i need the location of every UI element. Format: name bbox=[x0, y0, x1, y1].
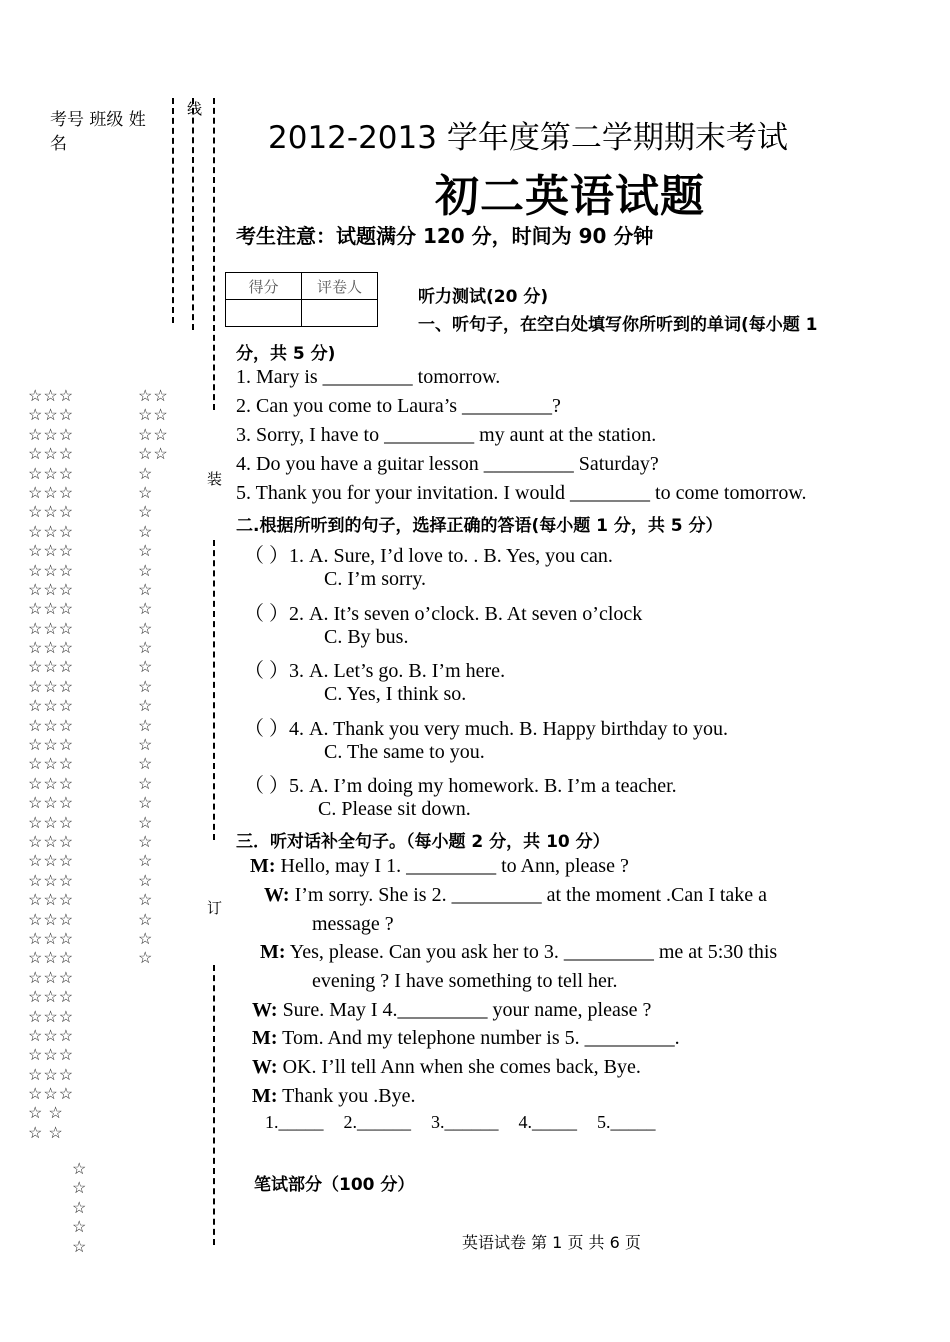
part2-option-c: C. The same to you. bbox=[324, 741, 485, 763]
star-row: ☆☆☆ bbox=[28, 989, 75, 1007]
answer-blanks-row bbox=[265, 1112, 656, 1133]
star-row: ☆☆☆ bbox=[28, 1047, 75, 1065]
star-row: ☆☆☆ bbox=[28, 1086, 75, 1104]
listening-heading: 听力测试(20 分) bbox=[418, 287, 549, 307]
star-row: ☆ bbox=[138, 504, 154, 522]
part1-item: 1. Mary is _________ tomorrow. bbox=[236, 366, 501, 388]
star-row: ☆ bbox=[138, 484, 154, 502]
part1-item: 5. Thank you for your invitation. I would ________ to come tomorrow. bbox=[236, 482, 807, 504]
exam-title: 2012-2013 学年度第二学期期末考试 bbox=[268, 120, 788, 156]
part2-option-c: C. Yes, I think so. bbox=[324, 683, 467, 705]
margin-label-order: 订 bbox=[207, 899, 223, 917]
exam-subtitle: 初二英语试题 bbox=[435, 171, 705, 222]
written-heading: 笔试部分（100 分） bbox=[254, 1175, 415, 1195]
star-row: ☆ bbox=[72, 1219, 88, 1237]
cut-line-right-bottom bbox=[213, 965, 215, 1245]
cut-line-left bbox=[172, 98, 174, 323]
grader-cell[interactable] bbox=[302, 300, 378, 327]
part2-question: （ ）4. A. Thank you very much. B. Happy birthday to you. bbox=[244, 718, 729, 740]
star-row: ☆ bbox=[138, 601, 154, 619]
part2-question: （ ）3. A. Let’s go. B. I’m here. bbox=[244, 660, 506, 682]
star-row: ☆☆☆ bbox=[28, 504, 75, 522]
answer-blank[interactable]: 2.______ bbox=[343, 1112, 411, 1132]
star-row: ☆ ☆ bbox=[28, 1124, 64, 1142]
star-row: ☆ bbox=[138, 756, 154, 774]
star-row: ☆ bbox=[138, 930, 154, 948]
star-row: ☆☆☆ bbox=[28, 1066, 75, 1084]
grader-col-header: 评卷人 bbox=[302, 273, 378, 300]
dialogue-line: M: Tom. And my telephone number is 5. _________. bbox=[252, 1027, 680, 1049]
part2-question: （ ）1. A. Sure, I’d love to. . B. Yes, you can. bbox=[244, 545, 613, 567]
star-row: ☆☆☆ bbox=[28, 601, 75, 619]
star-row: ☆☆☆ bbox=[28, 562, 75, 580]
star-row: ☆☆☆ bbox=[28, 1027, 75, 1045]
star-row: ☆☆☆ bbox=[28, 833, 75, 851]
star-row: ☆☆☆ bbox=[28, 756, 75, 774]
star-row: ☆☆ bbox=[138, 426, 169, 444]
star-row: ☆☆☆ bbox=[28, 523, 75, 541]
star-row: ☆ bbox=[138, 717, 154, 735]
star-row: ☆☆☆ bbox=[28, 484, 75, 502]
star-row: ☆☆☆ bbox=[28, 950, 75, 968]
part2-option-c: C. By bus. bbox=[324, 626, 409, 648]
star-row: ☆ bbox=[138, 872, 154, 890]
star-row: ☆☆☆ bbox=[28, 1008, 75, 1026]
star-row: ☆ bbox=[138, 775, 154, 793]
part3-heading: 三．听对话补全句子。（每小题 2 分，共 10 分） bbox=[236, 832, 610, 852]
star-row: ☆ bbox=[138, 465, 154, 483]
score-table bbox=[225, 272, 378, 327]
part1-heading: 一、听句子，在空白处填写你所听到的单词(每小题 1 bbox=[418, 315, 818, 335]
star-row: ☆ bbox=[138, 737, 154, 755]
star-row: ☆☆☆ bbox=[28, 407, 75, 425]
dialogue-line: M: Hello, may I 1. _________ to Ann, please ? bbox=[250, 855, 629, 877]
star-row: ☆ bbox=[138, 640, 154, 658]
dialogue-line: W: OK. I’ll tell Ann when she comes back, Bye. bbox=[252, 1056, 641, 1078]
star-row: ☆ bbox=[138, 620, 154, 638]
answer-blank[interactable]: 4._____ bbox=[518, 1112, 577, 1132]
star-row: ☆☆☆ bbox=[28, 543, 75, 561]
part2-heading: 二.根据所听到的句子，选择正确的答语(每小题 1 分，共 5 分） bbox=[236, 516, 723, 536]
dialogue-line: M: Yes, please. Can you ask her to 3. _________ me at 5:30 this bbox=[260, 941, 778, 963]
star-row: ☆☆☆ bbox=[28, 737, 75, 755]
star-row: ☆☆☆ bbox=[28, 892, 75, 910]
dialogue-line: evening ? I have something to tell her. bbox=[312, 970, 618, 992]
star-row: ☆ bbox=[138, 543, 154, 561]
star-row: ☆☆☆ bbox=[28, 930, 75, 948]
star-row: ☆☆☆ bbox=[28, 795, 75, 813]
answer-blank[interactable]: 3.______ bbox=[431, 1112, 499, 1132]
star-row: ☆ bbox=[138, 911, 154, 929]
part2-question: （ ）2. A. It’s seven o’clock. B. At seven o’clock bbox=[244, 603, 643, 625]
part1-item: 3. Sorry, I have to _________ my aunt at the station. bbox=[236, 424, 657, 446]
part2-option-c: C. Please sit down. bbox=[318, 798, 471, 820]
exam-notice: 考生注意：试题满分 120 分，时间为 90 分钟 bbox=[236, 224, 654, 248]
decorative-stars-left bbox=[28, 387, 74, 1143]
star-row: ☆☆☆ bbox=[28, 717, 75, 735]
star-row: ☆☆☆ bbox=[28, 872, 75, 890]
star-row: ☆☆☆ bbox=[28, 640, 75, 658]
star-row: ☆☆☆ bbox=[28, 446, 75, 464]
star-row: ☆☆☆ bbox=[28, 911, 75, 929]
star-row: ☆☆ bbox=[138, 446, 169, 464]
star-row: ☆ bbox=[138, 581, 154, 599]
student-info-label: 考号 班级 姓名 bbox=[50, 110, 146, 154]
star-row: ☆☆☆ bbox=[28, 814, 75, 832]
star-row: ☆☆☆ bbox=[28, 581, 75, 599]
star-row: ☆☆☆ bbox=[28, 388, 75, 405]
star-row: ☆ bbox=[72, 1238, 88, 1256]
star-row: ☆ bbox=[138, 678, 154, 696]
answer-blank[interactable]: 1._____ bbox=[265, 1112, 324, 1132]
dialogue-line: message ? bbox=[312, 913, 394, 935]
dialogue-line: W: I’m sorry. She is 2. _________ at the moment .Can I take a bbox=[264, 884, 768, 906]
dialogue-line: W: Sure. May I 4._________ your name, please ? bbox=[252, 999, 652, 1021]
margin-label-line: 线 bbox=[187, 100, 203, 118]
star-row: ☆☆☆ bbox=[28, 620, 75, 638]
star-row: ☆☆ bbox=[138, 388, 169, 405]
score-col-header: 得分 bbox=[226, 273, 302, 300]
star-row: ☆☆☆ bbox=[28, 969, 75, 987]
star-row: ☆☆ bbox=[138, 407, 169, 425]
answer-blank[interactable]: 5._____ bbox=[597, 1112, 656, 1132]
star-row: ☆ bbox=[138, 853, 154, 871]
part2-option-c: C. I’m sorry. bbox=[324, 568, 427, 590]
cut-line-mid bbox=[192, 98, 194, 330]
star-row: ☆ bbox=[138, 814, 154, 832]
star-row: ☆☆☆ bbox=[28, 678, 75, 696]
cut-line-right-top bbox=[213, 98, 215, 410]
part1-heading-cont: 分，共 5 分) bbox=[236, 344, 336, 364]
star-row: ☆ bbox=[72, 1161, 88, 1178]
star-row: ☆ ☆ bbox=[28, 1105, 64, 1123]
star-row: ☆ bbox=[138, 659, 154, 677]
star-row: ☆ bbox=[72, 1180, 88, 1198]
part1-item: 4. Do you have a guitar lesson _________ Saturday? bbox=[236, 453, 659, 475]
star-row: ☆☆☆ bbox=[28, 853, 75, 871]
star-row: ☆ bbox=[138, 795, 154, 813]
part2-question: （ ）5. A. I’m doing my homework. B. I’m a teacher. bbox=[244, 775, 677, 797]
score-cell[interactable] bbox=[226, 300, 302, 327]
star-row: ☆ bbox=[72, 1199, 88, 1217]
star-row: ☆ bbox=[138, 892, 154, 910]
star-row: ☆☆☆ bbox=[28, 426, 75, 444]
page-footer: 英语试卷 第 1 页 共 6 页 bbox=[462, 1233, 641, 1252]
dialogue-line: M: Thank you .Bye. bbox=[252, 1085, 416, 1107]
star-row: ☆☆☆ bbox=[28, 698, 75, 716]
star-row: ☆ bbox=[138, 950, 154, 968]
star-row: ☆ bbox=[138, 562, 154, 580]
decorative-stars-bottom bbox=[72, 1160, 87, 1257]
star-row: ☆ bbox=[138, 833, 154, 851]
decorative-stars-right bbox=[138, 387, 169, 969]
star-row: ☆☆☆ bbox=[28, 659, 75, 677]
star-row: ☆☆☆ bbox=[28, 775, 75, 793]
cut-line-right-mid bbox=[213, 540, 215, 840]
margin-label-bind: 装 bbox=[207, 470, 223, 488]
star-row: ☆ bbox=[138, 523, 154, 541]
part1-item: 2. Can you come to Laura’s _________? bbox=[236, 395, 561, 417]
star-row: ☆☆☆ bbox=[28, 465, 75, 483]
star-row: ☆ bbox=[138, 698, 154, 716]
